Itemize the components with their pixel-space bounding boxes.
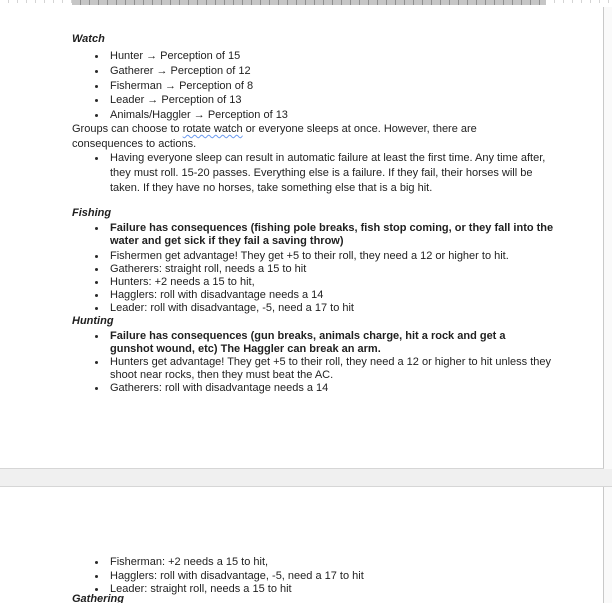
watch-consequence-list [72, 151, 555, 195]
list-item[interactable]: Fisherman: +2 needs a 15 to hit, [72, 556, 564, 570]
fishing-list [72, 250, 564, 315]
watch-list [72, 49, 542, 123]
heading-fishing[interactable]: Fishing [72, 207, 112, 219]
heading-watch[interactable]: Watch [72, 33, 105, 45]
fishing-warning-list [72, 222, 564, 247]
list-item[interactable]: Hunters: +2 needs a 15 to hit, [72, 276, 564, 289]
list-item[interactable]: Failure has consequences (gun breaks, animals charge, hit a rock and get a gunshot wound, etc) The Haggler can break an arm. [72, 330, 540, 356]
heading-hunting[interactable]: Hunting [72, 315, 114, 327]
list-item[interactable]: Fishermen get advantage! They get +5 to their roll, they need a 12 or higher to hit. [72, 250, 564, 263]
paragraph-text: or everyone sleeps at once. However, there are consequences to actions. [72, 123, 477, 150]
ruler-ticks-right [546, 0, 612, 3]
list-item[interactable]: Failure has consequences (fishing pole breaks, fish stop coming, or they fall into the water and get sick if they fail a saving throw) [72, 222, 562, 247]
list-item[interactable]: Leader → Perception of 13 [72, 93, 542, 108]
hunting-list-page2 [72, 556, 564, 597]
page-1[interactable] [0, 7, 604, 469]
page-break-gap [0, 469, 612, 487]
list-item[interactable]: Hagglers: roll with disadvantage needs a 14 [72, 289, 564, 302]
list-item[interactable]: Having everyone sleep can result in automatic failure at least the first time. Any time after, they must roll. 15-20 passes. Everything else is a failure. If they fail, their horses will be taken. If they have no horses, take something else that is a big hit. [72, 151, 555, 195]
list-item[interactable]: Gatherers: roll with disadvantage needs a 14 [72, 382, 564, 395]
hunting-list-continued [72, 382, 564, 395]
heading-gathering[interactable]: Gathering [72, 593, 124, 603]
page-right-margin-gutter [604, 0, 612, 603]
hunting-list [72, 356, 564, 382]
list-item[interactable]: Hunter → Perception of 15 [72, 49, 542, 64]
list-item[interactable]: Animals/Haggler → Perception of 13 [72, 108, 542, 123]
list-item[interactable]: Gatherers: straight roll, needs a 15 to hit [72, 263, 564, 276]
list-item[interactable]: Leader: straight roll, needs a 15 to hit [72, 583, 564, 597]
paragraph-text: Groups can choose to [72, 123, 183, 135]
list-item[interactable]: Hagglers: roll with disadvantage, -5, need a 17 to hit [72, 570, 564, 584]
list-item[interactable]: Hunters get advantage! They get +5 to their roll, they need a 12 or higher to hit unless they shoot near rocks, then they must beat the AC. [72, 356, 562, 382]
spellcheck-flagged-text[interactable]: rotate watch [182, 123, 243, 135]
page-2[interactable] [0, 487, 604, 603]
horizontal-ruler[interactable] [0, 0, 612, 7]
hunting-warning-list [72, 330, 564, 356]
ruler-ticks-left [0, 0, 72, 3]
list-item[interactable]: Leader: roll with disadvantage, -5, need a 17 to hit [72, 302, 564, 315]
watch-paragraph[interactable] [72, 122, 492, 151]
ruler-margin-band[interactable] [72, 0, 546, 5]
list-item[interactable]: Fisherman → Perception of 8 [72, 79, 542, 94]
list-item[interactable]: Gatherer → Perception of 12 [72, 64, 542, 79]
